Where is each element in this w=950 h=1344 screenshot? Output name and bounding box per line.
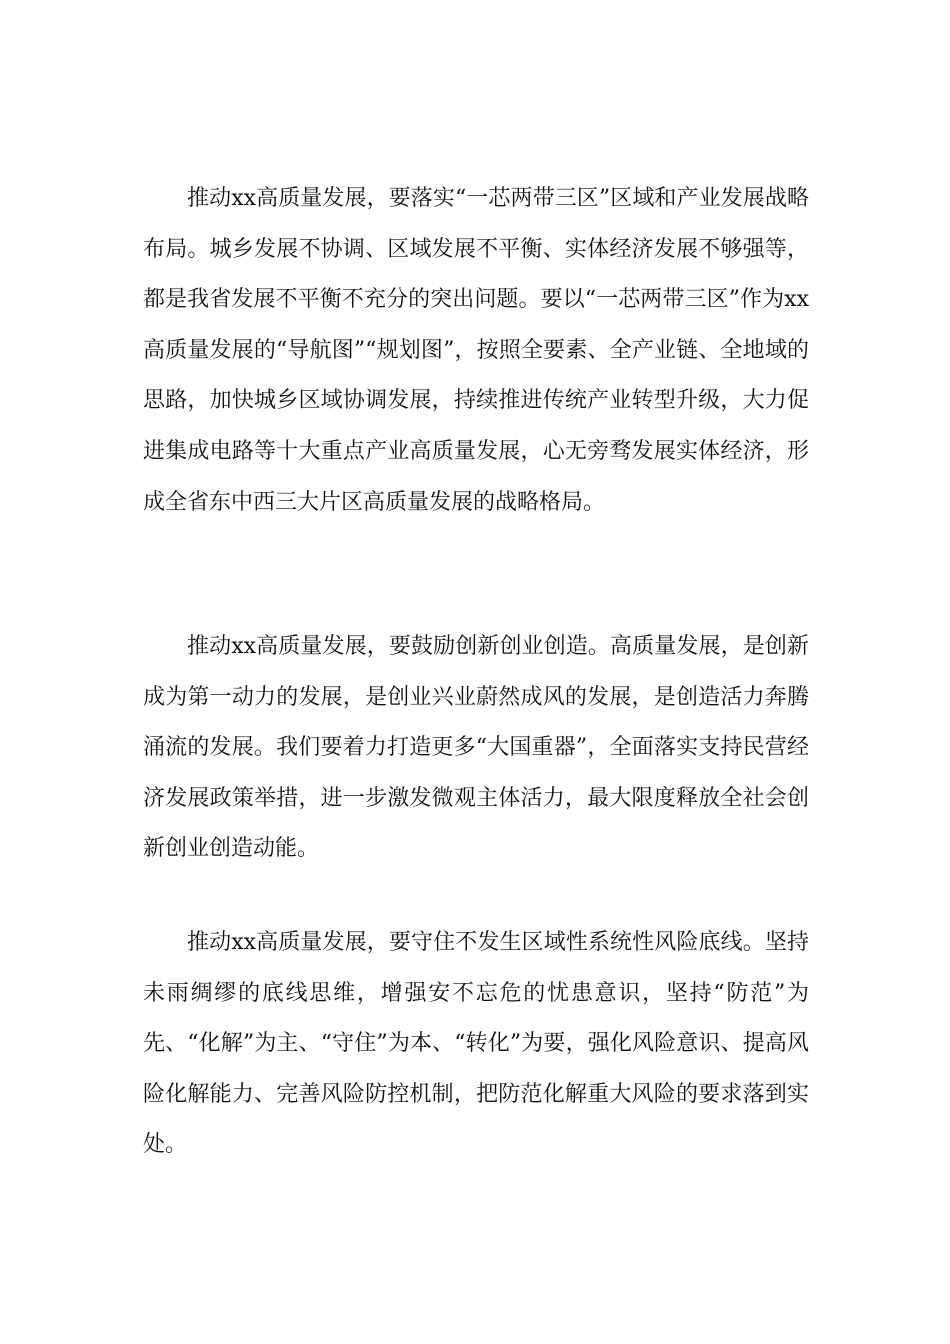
body-paragraph-regional-layout: 推动xx高质量发展，要落实“一芯两带三区”区域和产业发展战略布局。城乡发展不协调、区域发展不平衡、实体经济发展不够强等，都是我省发展不平衡不充分的突出问题。要以“一芯两带三区”作为xx高质量发展的“导航图”“规划图”，按照全要素、全产业链、全地域的思路，加快城乡区域协调发展，持续推进传统产业转型升级，大力促进集成电路等十大重点产业高质量发展，心无旁骛发展实体经济，形成全省东中西三大片区高质量发展的战略格局。 <box>143 186 809 515</box>
body-paragraph-risk-bottom-line: 推动xx高质量发展，要守住不发生区域性系统性风险底线。坚持未雨绸缪的底线思维，增强安不忘危的忧患意识，坚持“防范”为先、“化解”为主、“守住”为本、“转化”为要，强化风险意识、提高风险化解能力、完善风险防控机制，把防范化解重大风险的要求落到实处。 <box>143 930 809 1158</box>
body-paragraph-innovation: 推动xx高质量发展，要鼓励创新创业创造。高质量发展，是创新成为第一动力的发展，是创业兴业蔚然成风的发展，是创造活力奔腾涌流的发展。我们要着力打造更多“大国重器”，全面落实支持民营经济发展政策举措，进一步激发微观主体活力，最大限度释放全社会创新创业创造动能。 <box>143 634 809 862</box>
